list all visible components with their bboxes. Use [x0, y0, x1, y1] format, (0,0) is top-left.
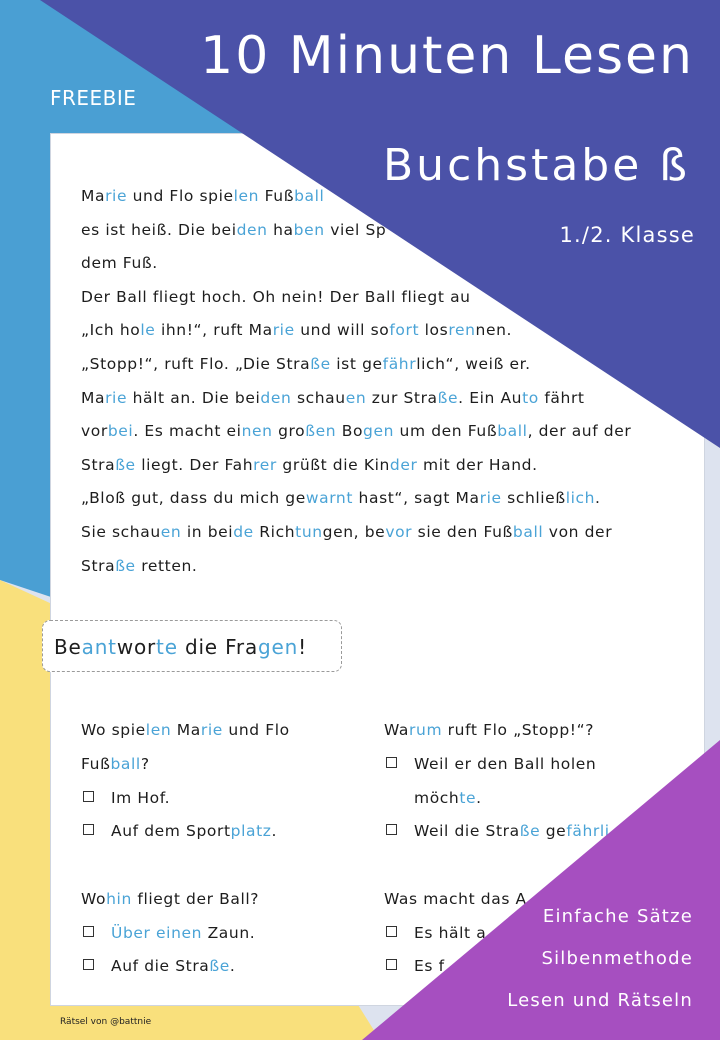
- text-segment: .: [229, 957, 236, 975]
- page-subtitle: Buchstabe ß: [383, 140, 690, 191]
- text-segment: Bo: [336, 422, 364, 441]
- text-segment: sie den Fuß: [412, 522, 513, 541]
- text-segment: Zaun.: [202, 924, 256, 942]
- text-segment: Wo spie: [81, 721, 146, 739]
- text-segment: „Stopp!“, ruft Flo. „Die Stra: [81, 354, 311, 373]
- syllable-highlight: Über: [111, 924, 151, 942]
- text-segment: Ma: [81, 388, 106, 407]
- text-segment: Weil er den Ball holen: [414, 755, 597, 773]
- syllable-highlight: gen: [363, 422, 395, 441]
- text-segment: dem Fuß.: [81, 254, 158, 273]
- syllable-highlight: ball: [110, 755, 141, 773]
- text-segment: Be: [54, 635, 82, 659]
- syllable-highlight: rie: [272, 321, 295, 340]
- syllable-highlight: lich: [565, 489, 596, 508]
- text-segment: grüßt die Kin: [276, 455, 390, 474]
- syllable-highlight: nen: [241, 422, 273, 441]
- feature-3: Lesen und Rätseln: [507, 990, 693, 1011]
- syllable-highlight: de: [233, 522, 254, 541]
- syllable-highlight: ei: [156, 924, 172, 942]
- syllable-highlight: ße: [115, 556, 136, 575]
- text-segment: Wo: [81, 890, 107, 908]
- credit-text: Rätsel von @battnie: [60, 1017, 152, 1027]
- text-segment: die Fra: [177, 635, 258, 659]
- syllable-highlight: warnt: [305, 489, 354, 508]
- feature-2: Silbenmethode: [541, 948, 693, 969]
- text-segment: .: [271, 822, 278, 840]
- syllable-highlight: nen: [171, 924, 203, 942]
- syllable-highlight: ball: [512, 522, 544, 541]
- syllable-highlight: ße: [115, 455, 136, 474]
- syllable-highlight: bei: [107, 422, 134, 441]
- text-segment: .: [595, 489, 601, 508]
- text-segment: liegt. Der Fah: [135, 455, 254, 474]
- text-segment: Ma: [171, 721, 201, 739]
- syllable-highlight: ße: [437, 388, 459, 407]
- syllable-highlight: en: [345, 388, 367, 407]
- text-segment: nen.: [475, 321, 513, 340]
- syllable-highlight: ße: [519, 822, 541, 840]
- text-segment: . Ein Au: [458, 388, 523, 407]
- syllable-highlight: ball: [294, 187, 325, 205]
- text-segment: es ist heiß. Die bei: [81, 220, 237, 239]
- syllable-highlight: fort: [389, 321, 420, 340]
- syllable-highlight: rie: [105, 388, 128, 407]
- text-segment: Stra: [81, 455, 116, 474]
- text-segment: fährt: [538, 388, 585, 407]
- text-segment: .: [476, 789, 482, 807]
- text-segment: ist ge: [330, 354, 383, 373]
- syllable-highlight: gen: [258, 635, 299, 659]
- text-segment: Auf die Stra: [111, 957, 210, 975]
- text-segment: ihn!“, ruft Ma: [155, 321, 273, 340]
- syllable-highlight: len: [233, 187, 260, 205]
- text-segment: Es hält a: [414, 924, 487, 942]
- syllable-highlight: ßen: [305, 422, 337, 441]
- syllable-highlight: rie: [479, 489, 502, 508]
- syllable-highlight: en: [160, 522, 182, 541]
- text-segment: Fuß: [81, 755, 111, 773]
- text-segment: „Ich ho: [81, 321, 141, 340]
- text-segment: in bei: [181, 522, 234, 541]
- text-segment: schließ: [501, 489, 566, 508]
- syllable-highlight: ße: [209, 957, 230, 975]
- text-segment: . Es macht ei: [133, 422, 242, 441]
- text-segment: Ma: [81, 187, 106, 205]
- text-segment: und will so: [294, 321, 390, 340]
- text-segment: hast“, sagt Ma: [353, 489, 480, 508]
- syllable-highlight: rie: [200, 721, 223, 739]
- syllable-highlight: tun: [295, 522, 323, 541]
- syllable-highlight: ant: [81, 635, 117, 659]
- syllable-highlight: ball: [497, 422, 528, 441]
- syllable-highlight: te: [459, 789, 477, 807]
- syllable-highlight: den: [260, 388, 292, 407]
- text-segment: mit der Hand.: [417, 455, 538, 474]
- text-segment: „Bloß gut, dass du mich ge: [81, 489, 306, 508]
- text-segment: ha: [267, 220, 294, 239]
- text-segment: zur Stra: [366, 388, 438, 407]
- text-segment: ?: [140, 755, 150, 773]
- text-segment: Fuß: [259, 187, 295, 205]
- text-segment: ruft Flo „Stopp!“?: [442, 721, 595, 739]
- text-segment: und Flo spie: [127, 187, 234, 205]
- text-segment: wor: [116, 635, 157, 659]
- syllable-highlight: to: [522, 388, 539, 407]
- syllable-highlight: rum: [409, 721, 443, 739]
- text-segment: um den Fuß: [394, 422, 498, 441]
- syllable-highlight: len: [145, 721, 172, 739]
- grade-label: 1./2. Klasse: [559, 223, 695, 247]
- text-segment: Es f: [414, 957, 445, 975]
- page-title: 10 Minuten Lesen: [200, 26, 694, 86]
- syllable-highlight: ben: [293, 220, 325, 239]
- freebie-label: FREEBIE: [50, 86, 137, 110]
- text-segment: Der Ball fliegt hoch. Oh nein! Der Ball fliegt au: [81, 287, 471, 306]
- syllable-highlight: vor: [385, 522, 413, 541]
- syllable-highlight: rie: [105, 187, 128, 205]
- syllable-highlight: hin: [106, 890, 132, 908]
- text-segment: fliegt der Ball?: [131, 890, 260, 908]
- text-segment: schau: [291, 388, 346, 407]
- text-segment: lich“, weiß er.: [416, 354, 531, 373]
- text-segment: retten.: [135, 556, 198, 575]
- syllable-highlight: ren: [448, 321, 476, 340]
- text-segment: !: [298, 635, 307, 659]
- text-segment: vor: [81, 422, 108, 441]
- text-segment: Rich: [253, 522, 296, 541]
- text-segment: Weil die Stra: [414, 822, 520, 840]
- syllable-highlight: den: [236, 220, 268, 239]
- text-segment: gen, be: [322, 522, 386, 541]
- text-segment: los: [419, 321, 449, 340]
- syllable-highlight: le: [140, 321, 156, 340]
- text-segment: Im Hof.: [111, 789, 171, 807]
- text-segment: ge: [540, 822, 567, 840]
- text-segment: Auf dem Sport: [111, 822, 231, 840]
- syllable-highlight: platz: [230, 822, 272, 840]
- text-segment: gro: [272, 422, 306, 441]
- syllable-highlight: fährli: [566, 822, 610, 840]
- text-segment: Sie schau: [81, 522, 161, 541]
- text-segment: Was macht das A: [384, 890, 527, 908]
- syllable-highlight: rer: [253, 455, 277, 474]
- text-segment: Wa: [384, 721, 410, 739]
- syllable-highlight: te: [156, 635, 178, 659]
- feature-1: Einfache Sätze: [542, 906, 693, 927]
- text-segment: und Flo: [222, 721, 290, 739]
- syllable-highlight: fähr: [382, 354, 417, 373]
- text-segment: viel Sp: [324, 220, 387, 239]
- text-segment: , der auf der: [527, 422, 632, 441]
- text-segment: Stra: [81, 556, 116, 575]
- syllable-highlight: ße: [310, 354, 331, 373]
- syllable-highlight: der: [389, 455, 418, 474]
- text-segment: möch: [414, 789, 460, 807]
- text-segment: hält an. Die bei: [127, 388, 261, 407]
- text-segment: von der: [543, 522, 613, 541]
